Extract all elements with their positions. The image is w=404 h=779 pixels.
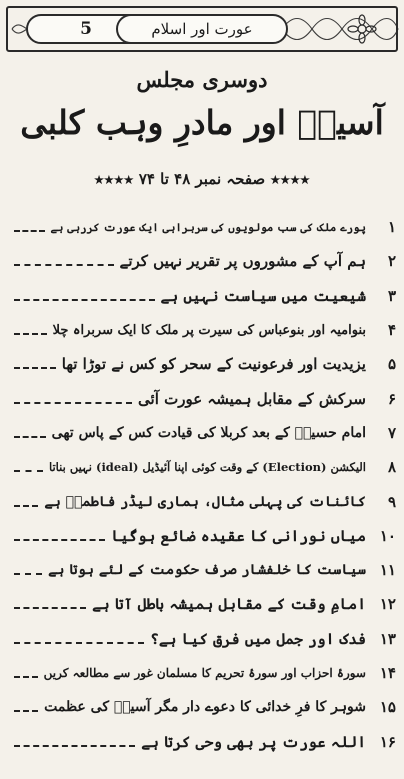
section-title: آسیہؑ اور مادرِ وہب کلبی: [20, 103, 384, 142]
section-subtitle: دوسری مجلس: [136, 67, 268, 92]
flower-icon: [342, 14, 382, 44]
question-number: ۱۰: [379, 526, 396, 545]
question-row: [8, 381, 396, 415]
answer-blank-line[interactable]: [14, 367, 56, 369]
question-text: پورے ملک کی سب مولویوں کی سربراہی ایک عورت کررہی ہے: [50, 220, 366, 234]
book-title: عورت اور اسلام: [151, 20, 253, 38]
answer-blank-line[interactable]: [14, 299, 155, 301]
question-number: ۹: [387, 492, 396, 511]
question-row: [8, 553, 396, 587]
question-text: کائنات کی پہلی مثال، ہماری لیڈر فاطمہؑ ہے: [44, 493, 366, 510]
question-text: میاں نورانی کا عقیدہ ضائع ہوگیا: [111, 526, 366, 545]
question-text: بنوامیہ اور بنوعباس کی سیرت پر ملک کا ایک سربراہ چلا: [52, 322, 366, 338]
question-number: ۱۲: [379, 595, 396, 614]
star-ornament-right: ★★★★: [270, 173, 310, 187]
question-text: امامِ وقت کے مقابل ہمیشہ باطل آتا ہے: [92, 595, 366, 614]
question-text: یزیدیت اور فرعونیت کے سحر کو کس نے توڑا تھا: [61, 355, 366, 374]
question-text: سیاست کا خلفشار صرف حکومت کے لئے ہوتا ہے: [48, 562, 366, 579]
question-text: ہم آپ کے مشوروں پر تقریر نہیں کرتے: [119, 252, 366, 271]
question-row: [8, 210, 396, 244]
question-text: فدک اور جمل میں فرق کیا ہے؟: [150, 629, 366, 648]
question-row: [8, 279, 396, 313]
question-number: ۲: [387, 252, 396, 271]
question-text: سورۂ احزاب اور سورۂ تحریم کا مسلمان غور سے مطالعہ کریں: [43, 666, 366, 680]
question-row: [8, 416, 396, 450]
answer-blank-line[interactable]: [14, 607, 86, 609]
question-number: ۱۶: [379, 732, 396, 751]
question-number: ۳: [387, 286, 396, 305]
answer-blank-line[interactable]: [14, 676, 38, 678]
question-number: ۱: [387, 218, 396, 237]
question-row: [8, 690, 396, 724]
answer-blank-line[interactable]: [14, 745, 135, 747]
question-row: [8, 347, 396, 381]
answer-blank-line[interactable]: [14, 642, 144, 644]
question-text: شوہر کا فرِ خدائی کا دعوے دار مگر آسیہؑ کی عظمت: [44, 699, 366, 716]
question-text: اللہ عورت پر بھی وحی کرتا ہے: [141, 732, 366, 751]
answer-blank-line[interactable]: [14, 505, 38, 507]
question-row: [8, 724, 396, 758]
question-row: [8, 622, 396, 656]
answer-blank-line[interactable]: [14, 573, 42, 575]
question-number: ۶: [387, 389, 396, 408]
question-text: شیعیت میں سیاست نہیں ہے: [160, 286, 366, 305]
question-row: [8, 450, 396, 484]
page-number-text: 5: [80, 19, 92, 39]
question-number: ۵: [387, 355, 396, 374]
question-number: ۴: [387, 321, 396, 340]
page-reference: [0, 170, 404, 188]
question-row: [8, 244, 396, 278]
answer-blank-line[interactable]: [14, 230, 45, 232]
star-ornament-left: ★★★★: [94, 173, 134, 187]
question-row: [8, 484, 396, 518]
question-text: امام حسینؑ کے بعد کربلا کی قیادت کس کے پاس تھی: [51, 424, 366, 441]
question-number: ۱۵: [379, 698, 396, 717]
answer-blank-line[interactable]: [14, 264, 114, 266]
question-row: [8, 313, 396, 347]
question-number: ۱۳: [379, 629, 396, 648]
answer-blank-line[interactable]: [14, 402, 132, 404]
page-range-text: صفحہ نمبر ۴۸ تا ۷۴: [138, 170, 266, 188]
question-row: [8, 587, 396, 621]
question-list: [8, 210, 396, 759]
question-row: [8, 656, 396, 690]
page-header: [6, 6, 398, 52]
answer-blank-line[interactable]: [14, 436, 46, 438]
answer-blank-line[interactable]: [14, 333, 47, 335]
question-text: الیکشن (Election) کے وقت کوئی اپنا آئیڈیل (ideal) نہیں بناتا: [48, 460, 366, 475]
answer-blank-line[interactable]: [14, 470, 43, 472]
answer-blank-line[interactable]: [14, 710, 38, 712]
question-number: ۸: [387, 458, 396, 477]
question-number: ۱۴: [379, 664, 396, 682]
book-title-banner: [116, 14, 288, 44]
answer-blank-line[interactable]: [14, 539, 105, 541]
question-number: ۷: [387, 423, 396, 442]
question-number: ۱۱: [379, 561, 396, 580]
question-text: سرکش کے مقابل ہمیشہ عورت آئی: [138, 389, 366, 408]
question-row: [8, 519, 396, 553]
